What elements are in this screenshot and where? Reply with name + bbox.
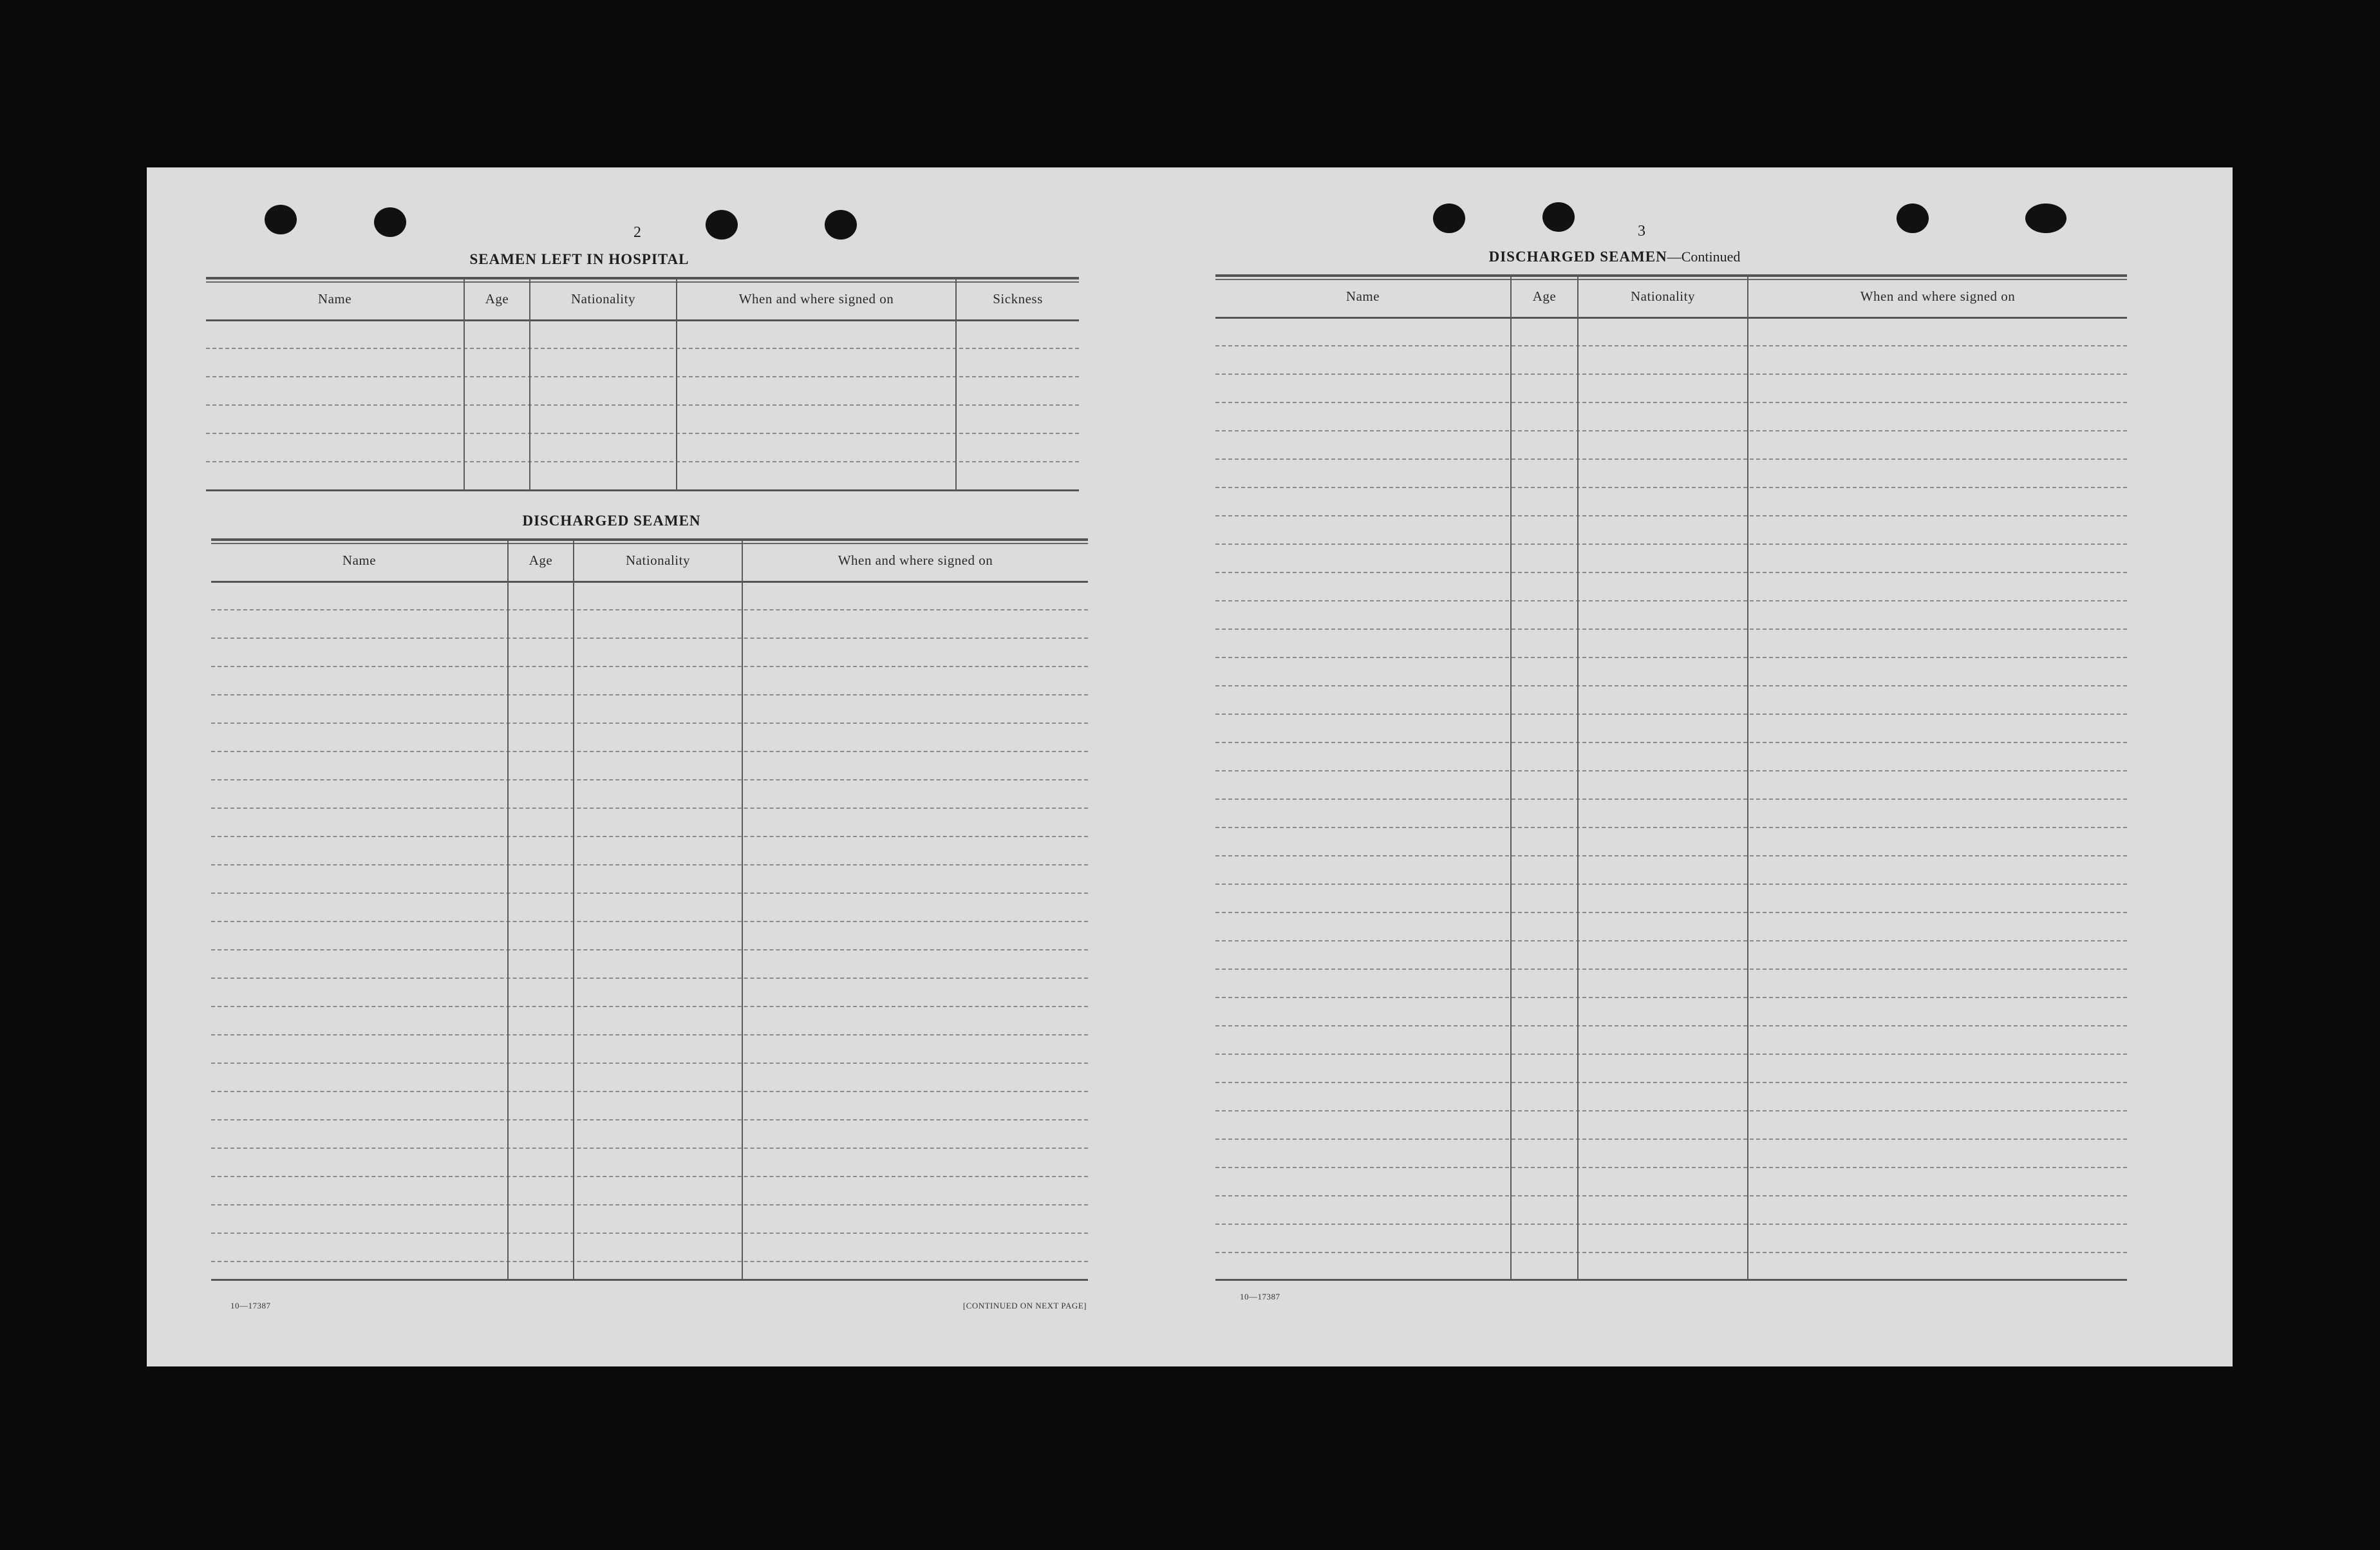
hospital-table <box>206 277 1079 493</box>
column-header-name: Name <box>317 291 352 307</box>
form-number: 10—17387 <box>1240 1292 1280 1301</box>
column-header-nationality: Nationality <box>626 553 690 568</box>
title-suffix: —Continued <box>1667 249 1741 265</box>
column-header-when-where: When and where signed on <box>738 291 894 307</box>
title-main: DISCHARGED SEAMEN <box>1488 249 1667 265</box>
column-header-name: Name <box>342 553 377 568</box>
column-header-when-where: When and where signed on <box>1860 288 2016 304</box>
hospital-section-title: SEAMEN LEFT IN HOSPITAL <box>469 251 689 267</box>
column-header-age: Age <box>1532 288 1557 304</box>
punch-hole <box>825 210 857 240</box>
column-header-nationality: Nationality <box>571 291 635 307</box>
punch-hole <box>1542 202 1575 232</box>
punch-hole <box>1897 203 1929 233</box>
discharged-section-title: DISCHARGED SEAMEN <box>522 513 701 529</box>
continued-note: [CONTINUED ON NEXT PAGE] <box>962 1301 1087 1310</box>
discharged-table <box>211 538 1088 1281</box>
page-number: 2 <box>633 224 641 241</box>
column-header-when-where: When and where signed on <box>838 553 993 568</box>
column-header-age: Age <box>529 553 553 568</box>
punch-hole <box>374 207 406 237</box>
discharged-continued-table <box>1215 274 2127 1296</box>
punch-hole <box>265 205 297 234</box>
column-header-nationality: Nationality <box>1631 288 1695 304</box>
punch-hole <box>706 210 738 240</box>
discharged-continued-title <box>1434 249 1795 265</box>
punch-hole <box>2025 203 2066 233</box>
form-number: 10—17387 <box>230 1301 271 1310</box>
punch-hole <box>1433 203 1465 233</box>
column-header-sickness: Sickness <box>993 291 1043 307</box>
ledger-sheet <box>147 167 2233 1366</box>
column-header-age: Age <box>485 291 509 307</box>
page-number: 3 <box>1638 223 1645 240</box>
column-header-name: Name <box>1345 288 1380 304</box>
